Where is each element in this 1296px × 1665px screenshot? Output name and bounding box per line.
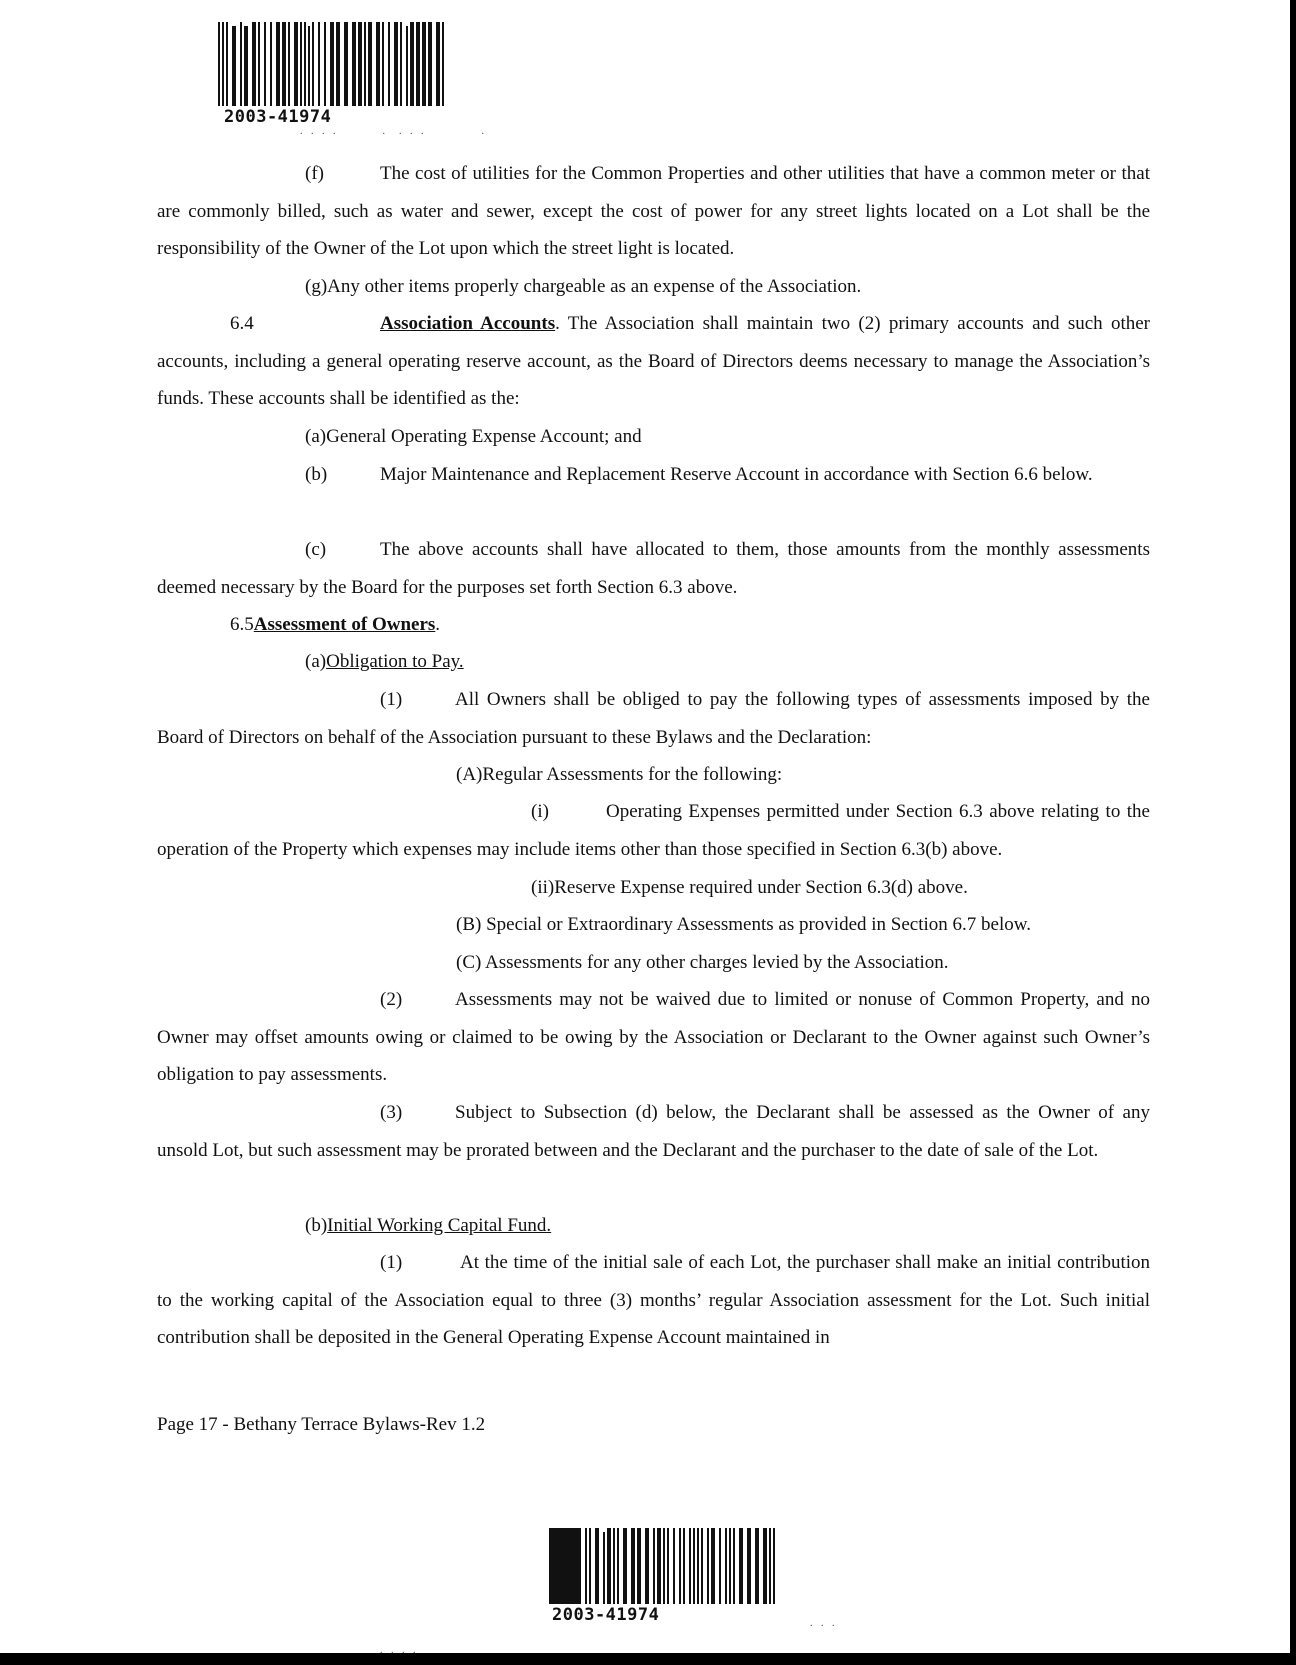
section-6-4: 6.4 Association Accounts. The Association shall maintain two (2) primary accounts and such other accounts, including a general operating reserve account, as the Board of Directors deems necessary to manage the Association’s funds. These accounts shall be identified as the: <box>157 313 1150 409</box>
paragraph-6-5-a-1-C: (C) Assessments for any other charges levied by the Association. <box>456 952 949 973</box>
paragraph-6-4-c: (c) The above accounts shall have allocated to them, those amounts from the monthly assessments deemed necessary by the Board for the purposes set forth Section 6.3 above. <box>157 539 1150 598</box>
paragraph-f: (f) The cost of utilities for the Common Properties and other utilities that have a common meter or that are commonly billed, such as water and sewer, except the cost of power for any street lights located on a Lot shall be the responsibility of the Owner of the Lot upon which the street light is located. <box>157 163 1150 259</box>
subsection-6-5-a: (a)Obligation to Pay. <box>305 651 464 672</box>
barcode-bottom <box>549 1528 779 1604</box>
paragraph-6-5-a-1-A: (A)Regular Assessments for the following: <box>456 764 783 785</box>
paragraph-6-5-b-1: (1) At the time of the initial sale of each Lot, the purchaser shall make an initial contribution to the working capital of the Association equal to three (3) months’ regular Association assessment for the Lot. Such initial contribution shall be deposited in the General Operating Expense Account maintained in <box>157 1252 1150 1348</box>
subsection-6-5-b: (b)Initial Working Capital Fund. <box>305 1215 552 1236</box>
paragraph-g: (g)Any other items properly chargeable as an expense of the Association. <box>305 276 862 297</box>
barcode-top <box>218 22 448 106</box>
page-footer: Page 17 - Bethany Terrace Bylaws-Rev 1.2 <box>157 1414 486 1435</box>
paragraph-6-5-a-3: (3) Subject to Subsection (d) below, the Declarant shall be assessed as the Owner of any unsold Lot, but such assessment may be prorated between and the Declarant and the purchaser to the date of sale of the Lot. <box>157 1102 1150 1161</box>
paragraph-6-5-a-2: (2) Assessments may not be waived due to limited or nonuse of Common Property, and no Owner may offset amounts owing or claimed to be owing by the Association or Declarant to the Owner against such Owner’s obligation to pay assessments. <box>157 989 1150 1085</box>
barcode-number-bottom: 2003-41974 <box>552 1605 660 1625</box>
paragraph-6-5-a-1-B: (B) Special or Extraordinary Assessments as provided in Section 6.7 below. <box>456 914 1031 935</box>
paragraph-6-5-a-1: (1) All Owners shall be obliged to pay the following types of assessments imposed by the Board of Directors on behalf of the Association pursuant to these Bylaws and the Declaration: <box>157 689 1150 748</box>
section-6-5: 6.5Assessment of Owners. <box>230 614 441 635</box>
section-heading: Assessment of Owners <box>253 614 436 635</box>
paragraph-6-5-a-1-A-ii: (ii)Reserve Expense required under Section 6.3(d) above. <box>531 877 968 898</box>
barcode-number-top: 2003-41974 <box>224 107 332 127</box>
document-page: 2003-41974 . . . . . . . . . (f) The cost of utilities for the Common Properties and other utilities that have a common meter or that are commonly billed, such as water and sewer, except the cost of power for any street lights located on a Lot shall be the responsibility of the Owner of the Lot upon which the street light is located. (g)Any other items properly chargeable as an expense of the Association. 6.4 Association Accounts. The Association shall maintain two (2) primary accounts and such other accounts, including a general operating reserve account, as the Board of Directors deems necessary to manage the Association’s funds. These accounts shall be identified as the: (a)General Operating Expense Account; and (b) Major Maintenance and Replacement Reserve Account in accordance with Section 6.6 below. (c) The above accounts shall have allocated to them, those amounts from the monthly assessments deemed necessary by the Board for the purposes set forth Section 6.3 above. 6.5Assessment of Owners. (a)Obligation to Pay. (1) All Owners shall be obliged to pay the following types of assessments imposed by the Board of Directors on behalf of the Association pursuant to these Bylaws and the Declaration: (A)Regular Assessments for the following: (i) Operating Expenses permitted under Section 6.3 above relating to the operation of the Property which expenses may include items other than those specified in Section 6.3(b) above. (ii)Reserve Expense required under Section 6.3(d) above. (B) Special or Extraordinary Assessments as provided in Section 6.7 below. (C) Assessments for any other charges levied by the Association. (2) Assessments may not be waived due to limited or nonuse of Common Property, and no Owner may offset amounts owing or claimed to be owing by the Association or Declarant to the Owner against such Owner’s obligation to pay assessments. (3) Subject to Subsection (d) below, the Declarant shall be assessed as the Owner of any unsold Lot, but such assessment may be prorated between and the Declarant and the purchaser to the date of sale of the Lot. (b)Initial Working Capital Fund. (1) At the time of the initial sale of each Lot, the purchaser shall make an initial contribution to the working capital of the Association equal to three (3) months’ regular Association assessment for the Lot. Such initial contribution shall be deposited in the General Operating Expense Account maintained in Page 17 - Bethany Terrace Bylaws-Rev 1.2 2003-41974 . . . . . . . <box>0 0 1290 1653</box>
paragraph-6-5-a-1-A-i: (i) Operating Expenses permitted under Section 6.3 above relating to the operation of the Property which expenses may include items other than those specified in Section 6.3(b) above. <box>157 801 1150 860</box>
paragraph-6-4-a: (a)General Operating Expense Account; and <box>305 426 642 447</box>
section-heading: Association Accounts <box>380 313 556 334</box>
paragraph-6-4-b: (b) Major Maintenance and Replacement Reserve Account in accordance with Section 6.6 below. <box>305 464 1093 485</box>
